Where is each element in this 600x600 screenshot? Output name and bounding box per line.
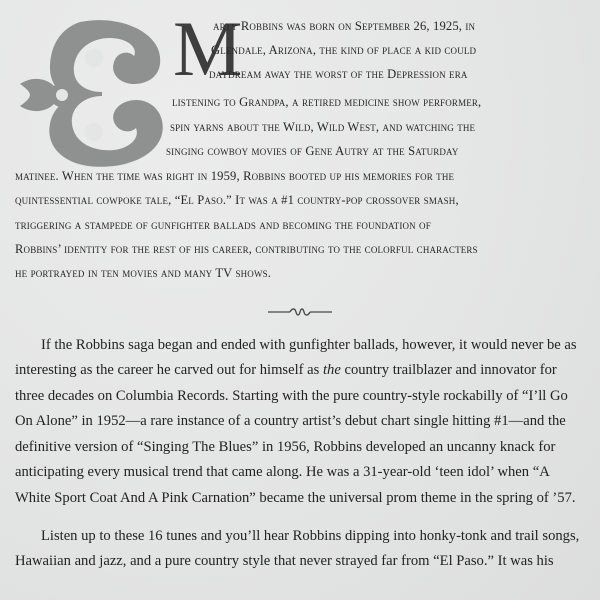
intro-line: Glendale, Arizona, the kind of place a kid could <box>211 43 477 57</box>
paragraph-line: If the Robbins saga began and ended with gunfighter ballads, however, it would never be as <box>41 337 577 353</box>
intro-line: triggering a stampede of gunfighter ballads and becoming the foundation of <box>15 218 431 232</box>
drop-cap: M <box>173 5 243 92</box>
paragraph-line: definitive version of “Singing The Blues” in 1956, Robbins developed an uncanny knack for <box>15 439 556 455</box>
paragraph-line: anticipating every musical trend that came along. He was a 31-year-old ‘teen idol’ when “A <box>15 464 550 480</box>
paragraph-line: three decades on Columbia Records. Starting with the pure country-style rockabilly of “I’ll Go <box>15 388 568 404</box>
paragraph-line: Listen up to these 16 tunes and you’ll hear Robbins dipping into honky-tonk and trail songs, <box>41 528 580 544</box>
paragraph-line: Hawaiian and jazz, and a pure country style that never strayed far from “El Paso.” It was his <box>15 553 554 569</box>
paragraph-line: On Alone” in 1952—a rare instance of a country artist’s debut chart single hitting #1—and the <box>15 413 566 429</box>
intro-line: Robbins’ identity for the rest of his career, contributing to the colorful characters <box>15 242 478 256</box>
intro-line: daydream away the worst of the Depression era <box>209 67 468 81</box>
intro-line: singing cowboy movies of Gene Autry at the Saturday <box>166 144 459 158</box>
paragraph-text: country trailblazer and innovator for <box>340 362 557 378</box>
paragraph-line: White Sport Coat And A Pink Carnation” became the universal prom theme in the spring of ’57. <box>15 490 576 506</box>
intro-line: spin yarns about the Wild, Wild West, and watching the <box>170 120 476 134</box>
scroll-ornament-icon <box>10 12 168 172</box>
paragraph-text: interesting as the career he carved out for himself as <box>15 362 323 378</box>
intro-line: listening to Grandpa, a retired medicine show performer, <box>172 95 482 109</box>
intro-line: he portrayed in ten movies and many TV shows. <box>15 266 272 280</box>
section-divider-ornament-icon <box>268 307 332 317</box>
intro-line: quintessential cowpoke tale, “El Paso.” It was a #1 country-pop crossover smash, <box>15 193 459 207</box>
intro-line: matinee. When the time was right in 1959, Robbins booted up his memories for the <box>15 169 455 183</box>
intro-line: arty Robbins was born on September 26, 1925, in <box>213 19 476 33</box>
paragraph-line <box>15 362 557 379</box>
emphasis-text: the <box>322 362 341 378</box>
